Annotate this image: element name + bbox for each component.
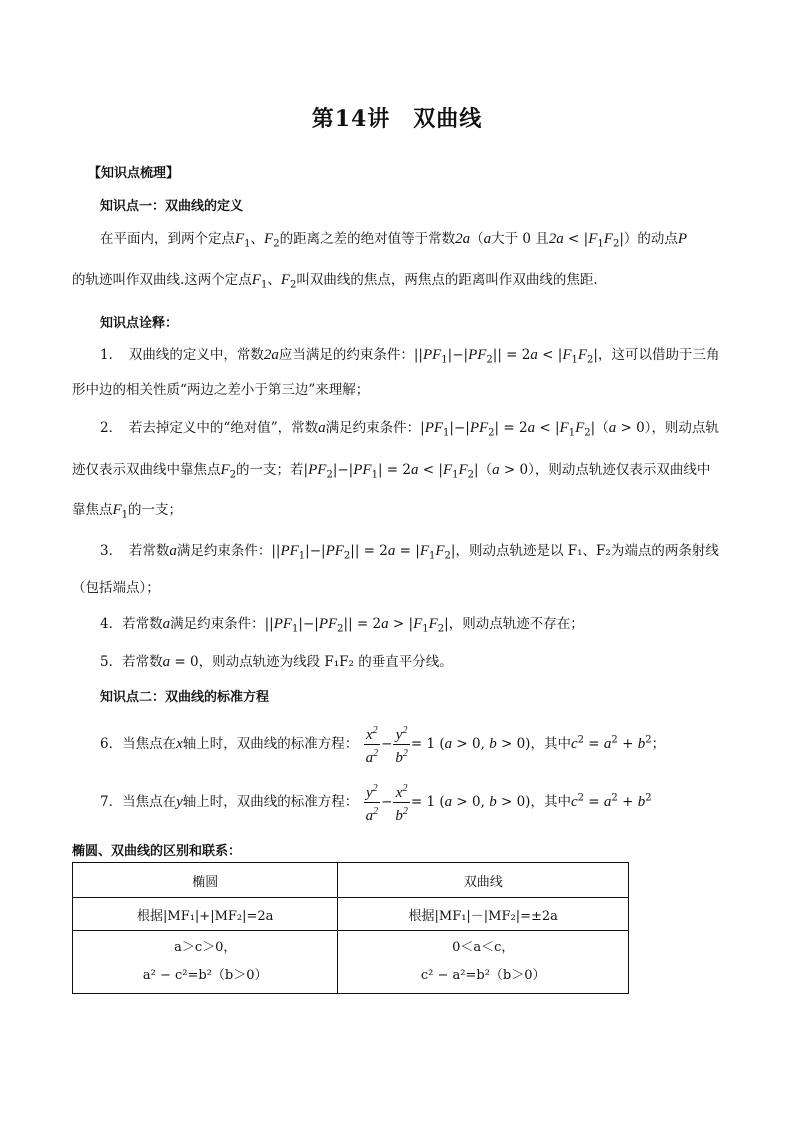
item2-line1: 2． 若去掉定义中的“绝对值”，常数a满足约束条件：$|PF_1|-|PF_2| = 2a < |F_1F_2|(a > 0)$，则动点轨 <box>100 420 719 439</box>
item4: 4．若常数a满足约束条件：$||PF_1|-|PF_2|| = 2a > |F_1F_2|$，则动点轨迹不存在； <box>100 616 584 635</box>
item2-line2: 迹仅表示双曲线中靠焦点$F_2$的一支；若$|PF_2|-|PF_1| = 2a < |F_1F_2|(a > 0)$，则动点轨迹仅表示双曲线中 <box>72 462 711 481</box>
section-heading: 【知识点梳理】 <box>88 166 180 181</box>
table-row <box>73 898 629 931</box>
item7: 7．当焦点在y轴上时，双曲线的标准方程： $\frac{y^2}{a^2}$ − $\frac{x^2}{b^2}$ = 1 (a > 0, b > 0)，其中$c^2 = a^2 + b^2$ <box>100 780 652 825</box>
item5: 5．若常数a = 0，则动点轨迹为线段 F₁F₂ 的垂直平分线。 <box>100 654 453 670</box>
compare-heading: 椭圆、双曲线的区别和联系： <box>72 844 242 859</box>
kp1-line1: 在平面内，到两个定点$F_1$、$F_2$的距离之差的绝对值等于常数2a（a大于 0 且$2a < |F_1F_2|$）的动点P <box>100 231 688 250</box>
hyperbola-relation-line2: c² − a²=b²（b＞0） <box>420 968 546 983</box>
kp1-line2: 的轨迹叫作双曲线.这两个定点$F_1$、$F_2$叫双曲线的焦点，两焦点的距离叫作双曲线的焦距. <box>72 272 598 291</box>
item3-line2: （包括端点）； <box>72 580 160 596</box>
kp1-heading: 知识点一：双曲线的定义 <box>100 199 244 214</box>
item1-line2: 形中边的相关性质“两边之差小于第三边”来理解； <box>72 382 370 398</box>
cell-hyperbola-definition: 根据|MF₁|－|MF₂|=±2a <box>338 898 629 931</box>
kp-explain-heading: 知识点诠释： <box>100 316 179 331</box>
cell-hyperbola-relation <box>338 931 629 994</box>
ellipse-relation-line2: a² − c²=b²（b＞0） <box>142 968 268 983</box>
cell-ellipse-definition: 根据|MF₁|+|MF₂|=2a <box>73 898 338 931</box>
header-ellipse: 椭圆 <box>73 863 338 898</box>
item3-line1: 3． 若常数a满足约束条件：$||PF_1|-|PF_2|| = 2a = |F_1F_2|$，则动点轨迹是以 F₁、F₂为端点的两条射线 <box>100 543 719 562</box>
cell-ellipse-relation <box>73 931 338 994</box>
kp2-heading: 知识点二：双曲线的标准方程 <box>100 690 270 705</box>
header-hyperbola: 双曲线 <box>338 863 629 898</box>
item2-line3: 靠焦点$F_1$的一支； <box>72 502 183 521</box>
item1-line1: 1． 双曲线的定义中，常数2a应当满足的约束条件：$||PF_1|-|PF_2|| = 2a < |F_1F_2|$，这可以借助于三角 <box>100 347 720 366</box>
hyperbola-relation-line1: 0＜a＜c， <box>452 940 515 955</box>
table-row <box>73 863 629 898</box>
table-row <box>73 931 629 994</box>
ellipse-relation-line1: a＞c＞0， <box>174 940 237 955</box>
item6: 6．当焦点在x轴上时，双曲线的标准方程： $\frac{x^2}{a^2}$ − $\frac{y^2}{b^2}$ = 1 (a > 0, b > 0)，其中$c^2 = a^2 + b^2$； <box>100 722 665 767</box>
page-title: 第14讲 双曲线 <box>311 106 483 132</box>
comparison-table <box>72 862 629 994</box>
